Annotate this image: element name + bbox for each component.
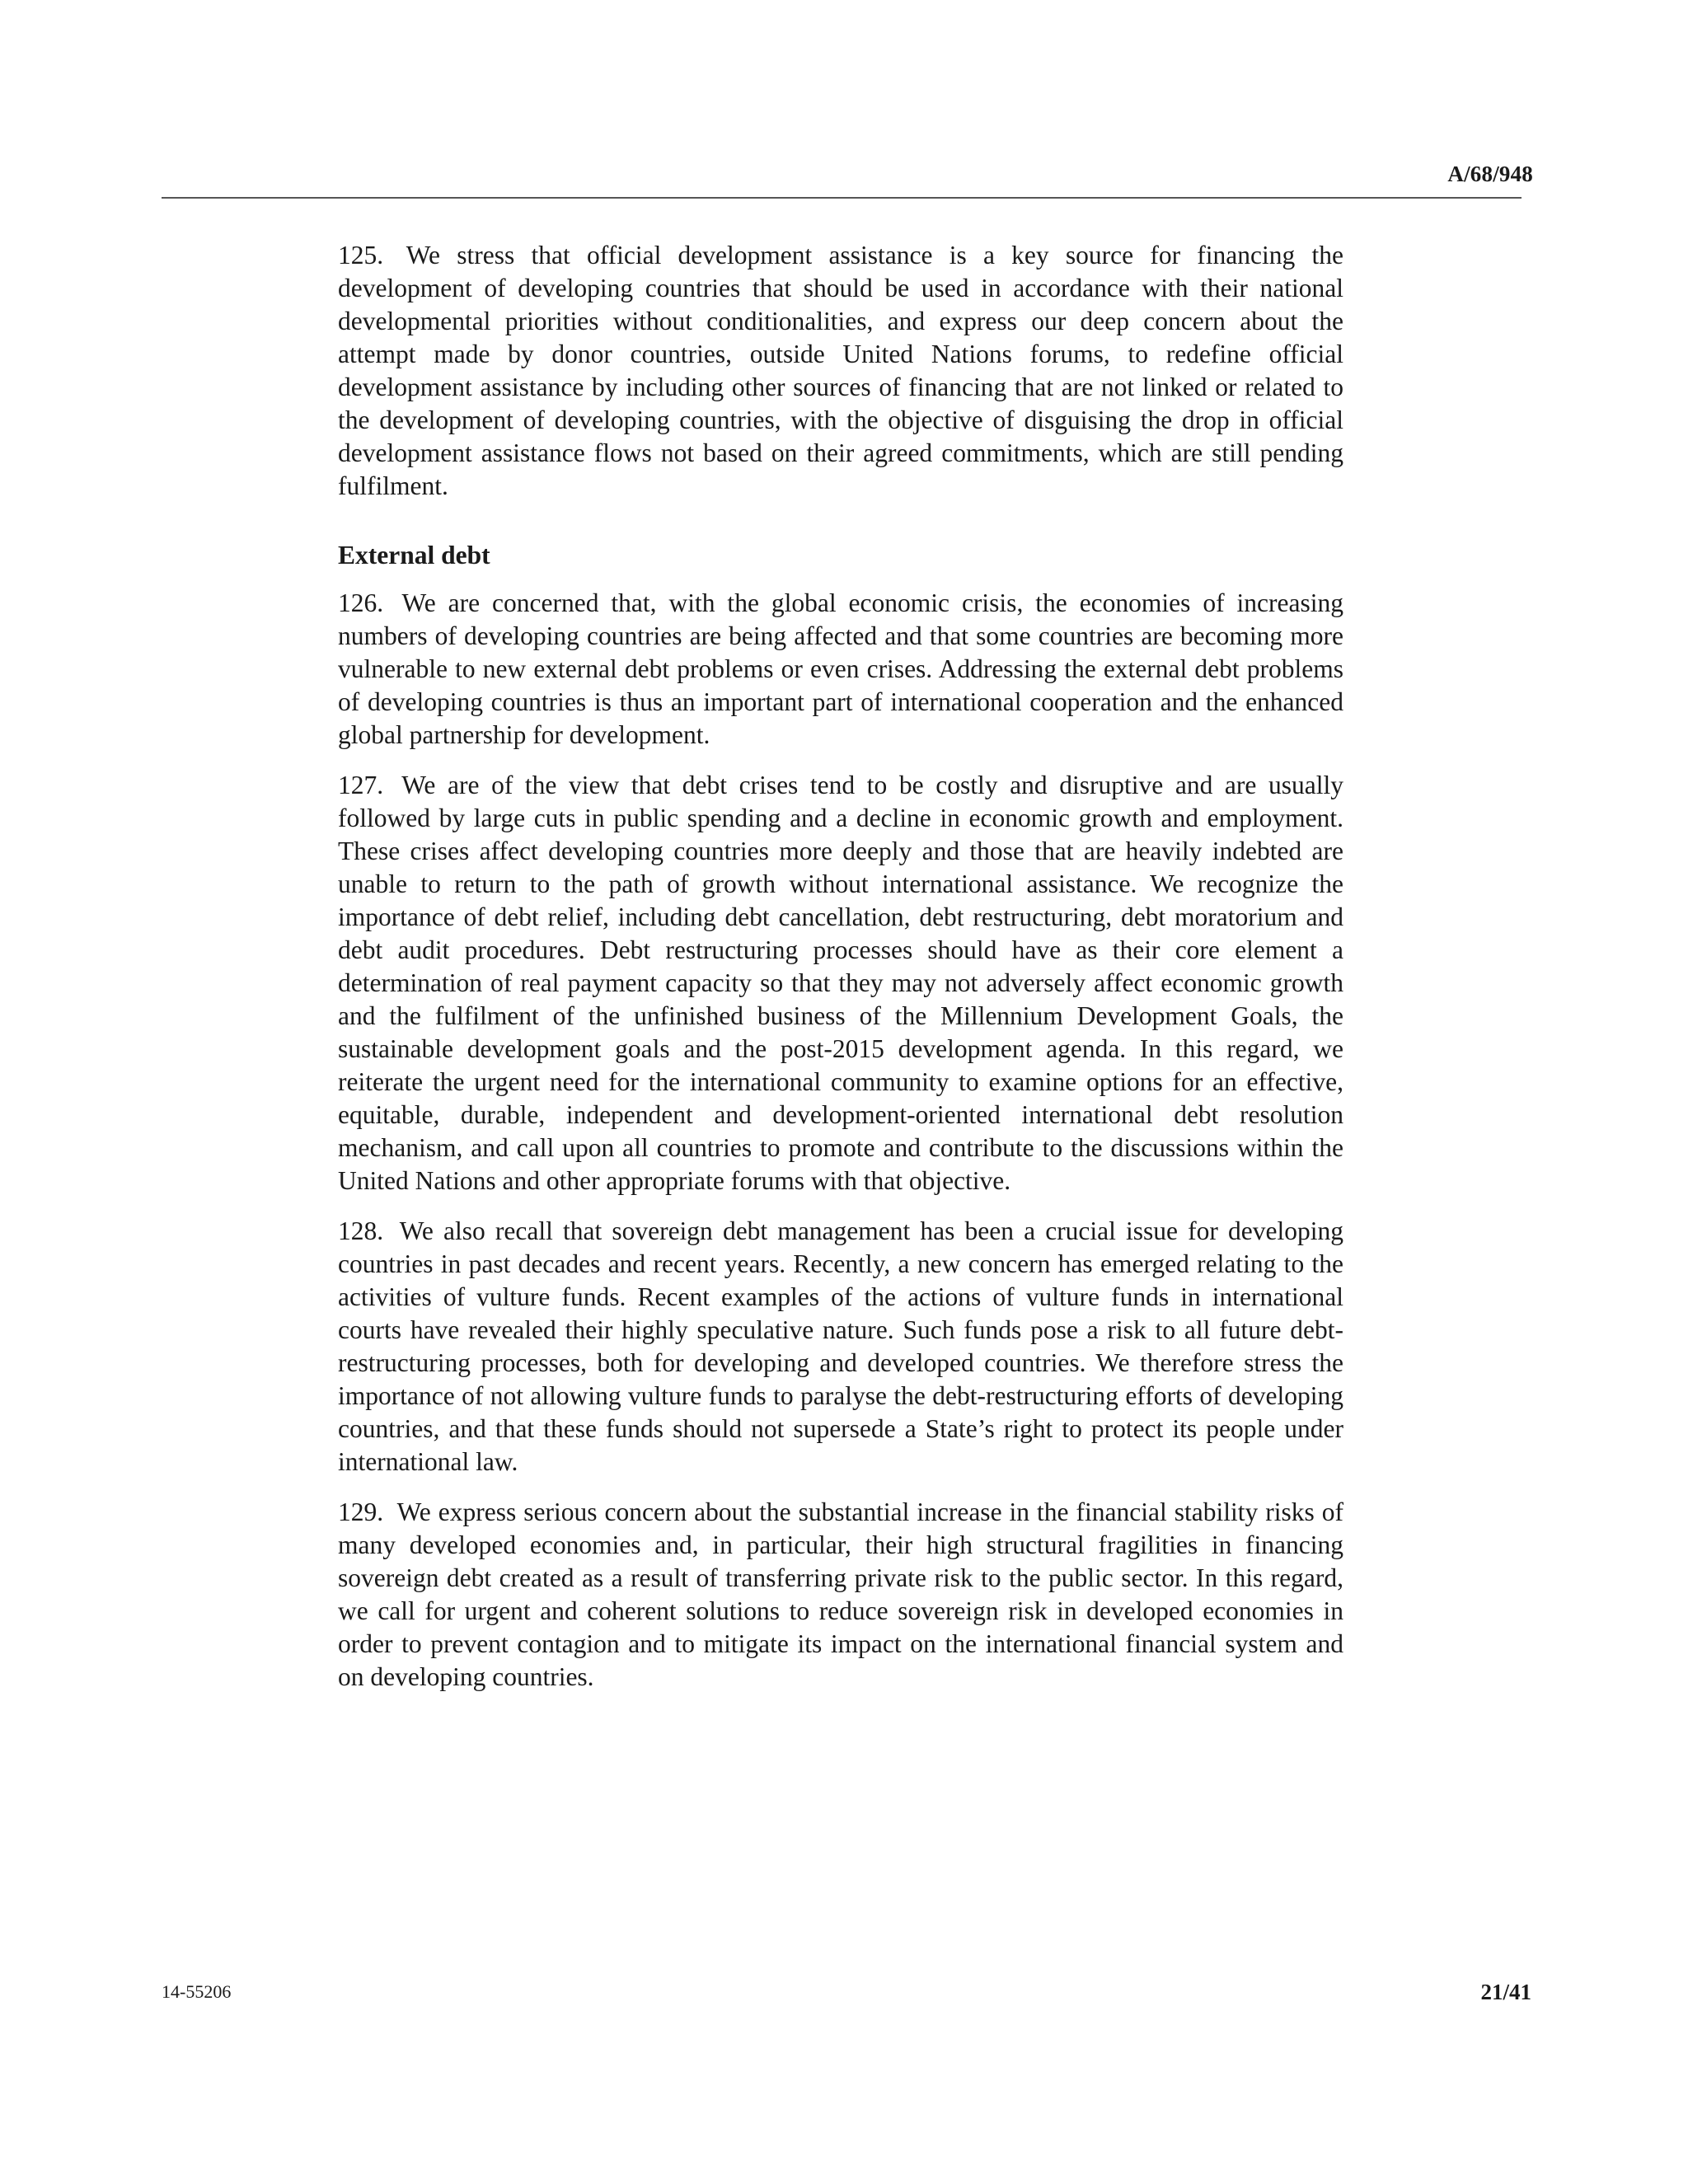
paragraph-text: We express serious concern about the substantial increase in the financial stability risks of many developed economies and, in particular, their high structural fragilities in financing sovereign debt created as a result of transferring private risk to the public sector. In this regard, we call for urgent and coherent solutions to reduce sovereign risk in developed economies in order to prevent contagion and to mitigate its impact on the international financial system and on developing countries.: [338, 1497, 1343, 1691]
paragraph-127: [338, 769, 1343, 1197]
paragraph-number: 128.: [338, 1216, 384, 1245]
paragraph-text: We also recall that sovereign debt management has been a crucial issue for developing countries in past decades and recent years. Recently, a new concern has emerged relating to the activities of vulture funds. Recent examples of the actions of vulture funds in international courts have revealed their highly speculative nature. Such funds pose a risk to all future debt-restructuring processes, both for developing and developed countries. We therefore stress the importance of not allowing vulture funds to paralyse the debt-restructuring efforts of developing countries, and that these funds should not supersede a State’s right to protect its people under international law.: [338, 1216, 1344, 1476]
header-divider: [162, 197, 1522, 199]
document-code: 14-55206: [162, 1981, 232, 2002]
document-symbol: A/68/948: [1447, 162, 1533, 186]
page-number: 21/41: [1480, 1980, 1531, 2004]
paragraph-129: [338, 1496, 1343, 1694]
paragraph-128: [338, 1215, 1343, 1479]
paragraph-text: We are concerned that, with the global economic crisis, the economies of increasing numbers of developing countries are being affected and that some countries are becoming more vulnerable to new external debt problems or even crises. Addressing the external debt problems of developing countries is thus an important part of international cooperation and the enhanced global partnership for development.: [338, 588, 1343, 749]
document-body: [338, 239, 1343, 1711]
paragraph-number: 125.: [338, 241, 384, 269]
section-heading: External debt: [338, 541, 490, 569]
paragraph-number: 127.: [338, 771, 384, 799]
paragraph-125: [338, 239, 1343, 503]
paragraph-number: 129.: [338, 1497, 384, 1526]
paragraph-text: We stress that official development assistance is a key source for financing the development of developing countries that should be used in accordance with their national developmental priorities without conditionalities, and express our deep concern about the attempt made by donor countries, outside United Nations forums, to redefine official development assistance by including other sources of financing that are not linked or related to the development of developing countries, with the objective of disguising the drop in official development assistance flows not based on their agreed commitments, which are still pending fulfilment.: [338, 241, 1343, 500]
paragraph-126: [338, 587, 1343, 752]
paragraph-number: 126.: [338, 588, 384, 617]
paragraph-text: We are of the view that debt crises tend to be costly and disruptive and are usually followed by large cuts in public spending and a decline in economic growth and employment. These crises affect developing countries more deeply and those that are heavily indebted are unable to return to the path of growth without international assistance. We recognize the importance of debt relief, including debt cancellation, debt restructuring, debt moratorium and debt audit procedures. Debt restructuring processes should have as their core element a determination of real payment capacity so that they may not adversely affect economic growth and the fulfilment of the unfinished business of the Millennium Development Goals, the sustainable development goals and the post-2015 development agenda. In this regard, we reiterate the urgent need for the international community to examine options for an effective, equitable, durable, independent and development-oriented international debt resolution mechanism, and call upon all countries to promote and contribute to the discussions within the United Nations and other appropriate forums with that objective.: [338, 771, 1343, 1195]
